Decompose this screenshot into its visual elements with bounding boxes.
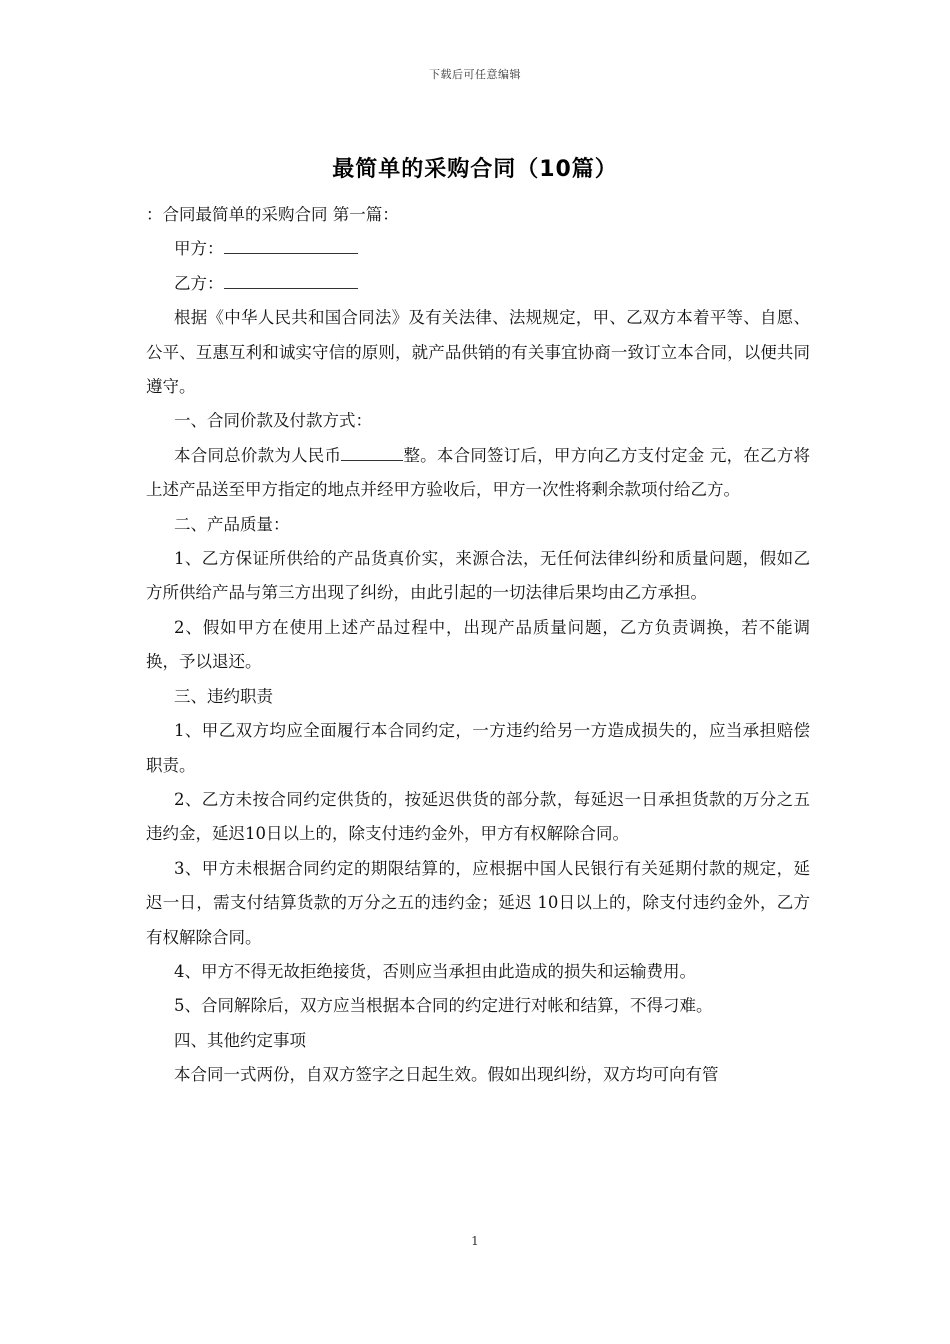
section-4-paragraph: 本合同一式两份，自双方签字之日起生效。假如出现纠纷，双方均可向有管	[174, 1065, 719, 1085]
section-3-heading: 三、违约职责	[174, 686, 273, 706]
section-1-text-before: 本合同总价款为人民币	[174, 445, 342, 465]
preamble-paragraph: 根据《中华人民共和国合同法》及有关法律、法规规定，甲、乙双方本着平等、自愿、公平、互惠互利和诚实守信的原则，就产品供销的有关事宜协商一致订立本合同，以便共同遵守。	[146, 308, 810, 397]
party-a-blank	[224, 239, 358, 254]
section-3-item-5: 5、合同解除后，双方应当根据本合同的约定进行对帐和结算，不得刁难。	[174, 996, 713, 1016]
section-2-item-2: 2、假如甲方在使用上述产品过程中，出现产品质量问题，乙方负责调换，若不能调换，予以退还。	[146, 617, 810, 672]
party-b-line	[146, 267, 810, 301]
header-note: 下载后可任意编辑	[429, 68, 521, 81]
section-1-paragraph	[146, 439, 810, 508]
section-3-item-4: 4、甲方不得无故拒绝接货，否则应当承担由此造成的损失和运输费用。	[174, 961, 696, 981]
page-number: 1	[471, 1234, 479, 1248]
section-2-item-1: 1、乙方保证所供给的产品货真价实，来源合法，无任何法律纠纷和质量问题，假如乙方所供给产品与第三方出现了纠纷，由此引起的一切法律后果均由乙方承担。	[146, 549, 810, 603]
party-a-line	[146, 232, 810, 266]
price-blank	[341, 446, 403, 461]
party-b-label: 乙方：	[174, 273, 224, 293]
party-a-label: 甲方：	[174, 239, 224, 259]
section-4-heading: 四、其他约定事项	[174, 1030, 306, 1050]
section-1-heading: 一、合同价款及付款方式：	[174, 411, 372, 431]
section-2-heading: 二、产品质量：	[174, 514, 290, 534]
document-body	[146, 198, 810, 1093]
party-b-blank	[224, 274, 358, 289]
section-3-item-1: 1、甲乙双方均应全面履行本合同约定，一方违约给另一方造成损失的，应当承担赔偿职责。	[146, 721, 810, 775]
document-title: 最简单的采购合同（10篇）	[332, 157, 618, 182]
section-3-item-2: 2、乙方未按合同约定供货的，按延迟供货的部分款，每延迟一日承担货款的万分之五违约金，延迟10日以上的，除支付违约金外，甲方有权解除合同。	[146, 789, 810, 844]
section-3-item-3: 3、甲方未根据合同约定的期限结算的，应根据中国人民银行有关延期付款的规定，延迟一日，需支付结算货款的万分之五的违约金；延迟 10日以上的，除支付违约金外，乙方有权解除合同。	[146, 858, 810, 947]
intro-line: ：合同最简单的采购合同 第一篇：	[146, 205, 399, 224]
section-1-text-after: 整。本合同签订后，甲方向乙方支付定金 元，在乙方将上述产品送至甲方指定的地点并经甲方验收后，甲方一次性将剩余款项付给乙方。	[146, 445, 810, 500]
